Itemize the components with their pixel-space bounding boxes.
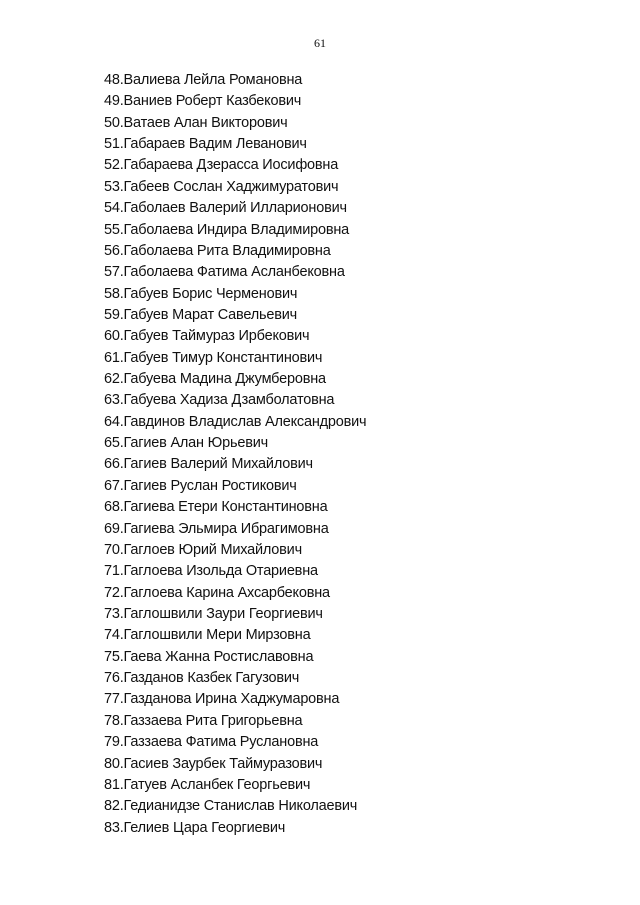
- list-item: 60.Габуев Таймураз Ирбекович: [104, 328, 310, 345]
- list-item: 81.Гатуев Асланбек Георгьевич: [104, 776, 311, 793]
- list-item: 83.Гелиев Цара Георгиевич: [104, 819, 286, 836]
- list-item: 52.Габараева Дзерасса Иосифовна: [104, 157, 339, 174]
- list-item: 77.Газданова Ирина Хаджумаровна: [104, 691, 340, 708]
- list-item: 74.Гаглошвили Мери Мирзовна: [104, 627, 311, 644]
- page-number: 61: [314, 36, 326, 50]
- list-item: 65.Гагиев Алан Юрьевич: [104, 435, 268, 452]
- list-item: 49.Ваниев Роберт Казбекович: [104, 93, 302, 110]
- list-item: 73.Гаглошвили Заури Георгиевич: [104, 605, 323, 622]
- name-list: [104, 70, 366, 839]
- list-item: 57.Габолаева Фатима Асланбековна: [104, 264, 345, 281]
- list-item: 61.Габуев Тимур Константинович: [104, 349, 323, 366]
- list-item: 56.Габолаева Рита Владимировна: [104, 242, 331, 259]
- list-item: 71.Гаглоева Изольда Отариевна: [104, 563, 318, 580]
- list-item: 51.Габараев Вадим Леванович: [104, 136, 307, 153]
- list-item: 72.Гаглоева Карина Ахсарбековна: [104, 584, 330, 601]
- list-item: 55.Габолаева Индира Владимировна: [104, 221, 350, 238]
- list-item: 54.Габолаев Валерий Илларионович: [104, 200, 347, 217]
- list-item: 64.Гавдинов Владислав Александрович: [104, 413, 367, 430]
- list-item: 62.Габуева Мадина Джумберовна: [104, 371, 326, 388]
- list-item: 48.Валиева Лейла Романовна: [104, 72, 303, 88]
- list-item: 69.Гагиева Эльмира Ибрагимовна: [104, 520, 329, 537]
- list-item: 68.Гагиева Етери Константиновна: [104, 499, 328, 516]
- list-item: 82.Гедианидзе Станислав Николаевич: [104, 798, 358, 815]
- list-item: 80.Гасиев Заурбек Таймуразович: [104, 755, 323, 772]
- list-item: 63.Габуева Хадиза Дзамболатовна: [104, 392, 335, 409]
- list-item: 76.Газданов Казбек Гагузович: [104, 670, 300, 687]
- list-item: 70.Гаглоев Юрий Михайлович: [104, 541, 302, 558]
- list-item: 78.Газзаева Рита Григорьевна: [104, 712, 303, 729]
- list-item: 67.Гагиев Руслан Ростикович: [104, 477, 297, 494]
- list-item: 50.Ватаев Алан Викторович: [104, 114, 288, 131]
- list-item: 79.Газзаева Фатима Руслановна: [104, 734, 319, 751]
- list-item: 53.Габеев Сослан Хаджимуратович: [104, 178, 339, 195]
- list-item: 58.Габуев Борис Черменович: [104, 285, 298, 302]
- list-item: 75.Гаева Жанна Ростиславовна: [104, 648, 314, 665]
- list-item: 66.Гагиев Валерий Михайлович: [104, 456, 313, 473]
- list-item: 59.Габуев Марат Савельевич: [104, 306, 297, 323]
